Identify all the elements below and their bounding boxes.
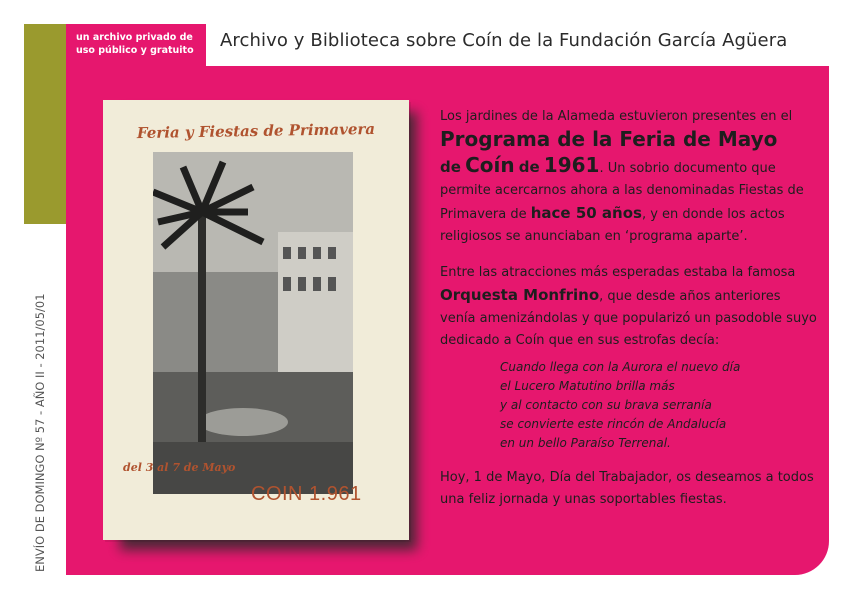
- quote-line: en un bello Paraíso Terrenal.: [500, 436, 671, 450]
- quote-line: el Lucero Matutino brilla más: [500, 379, 675, 393]
- tagline-box: [66, 24, 206, 66]
- highlight-coin: Coín: [465, 153, 515, 177]
- poster-image: [103, 100, 409, 540]
- issue-info-vertical: ENVÍO DE DOMINGO Nº 57 - AÑO II - 2011/05/01: [33, 293, 47, 572]
- tagline-line-2: uso público y gratuito: [76, 45, 194, 56]
- poster-year: COIN 1.961: [251, 483, 362, 505]
- highlight-orchestra: Orquesta Monfrino: [440, 286, 600, 304]
- quote-line: Cuando llega con la Aurora el nuevo día: [500, 360, 741, 374]
- poster-dates: del 3 al 7 de Mayo: [123, 461, 236, 474]
- quote-line: y al contacto con su brava serranía: [500, 398, 712, 412]
- tagline-line-1: un archivo privado de: [76, 32, 193, 43]
- highlight-year: 1961: [543, 153, 600, 177]
- poster-photo: [153, 152, 353, 494]
- highlight-program: Programa de la Feria de Mayo: [440, 127, 778, 151]
- highlight-50-years: hace 50 años: [530, 204, 642, 222]
- paragraph-3: Hoy, 1 de Mayo, Día del Trabajador, os deseamos a todos una feliz jornada y unas soportables fiestas.: [440, 470, 814, 507]
- poster-title: Feria y Fiestas de Primavera: [136, 119, 376, 143]
- song-quote: [500, 358, 820, 453]
- paragraph-2: Entre las atracciones más esperadas estaba la famosa Orquesta Monfrino, que desde años anteriores venía amenizándolas y que popularizó un pasodoble suyo dedicado a Coín que en sus estrofas decía:: [440, 265, 817, 348]
- article-text: [440, 106, 820, 511]
- paragraph-1: Los jardines de la Alameda estuvieron presentes en el Programa de la Feria de Mayo de Coín de 1961. Un sobrio documento que permite acercarnos ahora a las denominadas Fiestas de Primavera de hace 50 años, y en donde los actos religiosos se anunciaban en ‘programa aparte’.: [440, 109, 804, 244]
- page-title: Archivo y Biblioteca sobre Coín de la Fundación García Agüera: [220, 30, 788, 51]
- quote-line: se convierte este rincón de Andalucía: [500, 417, 727, 431]
- olive-accent-bar: [24, 24, 66, 224]
